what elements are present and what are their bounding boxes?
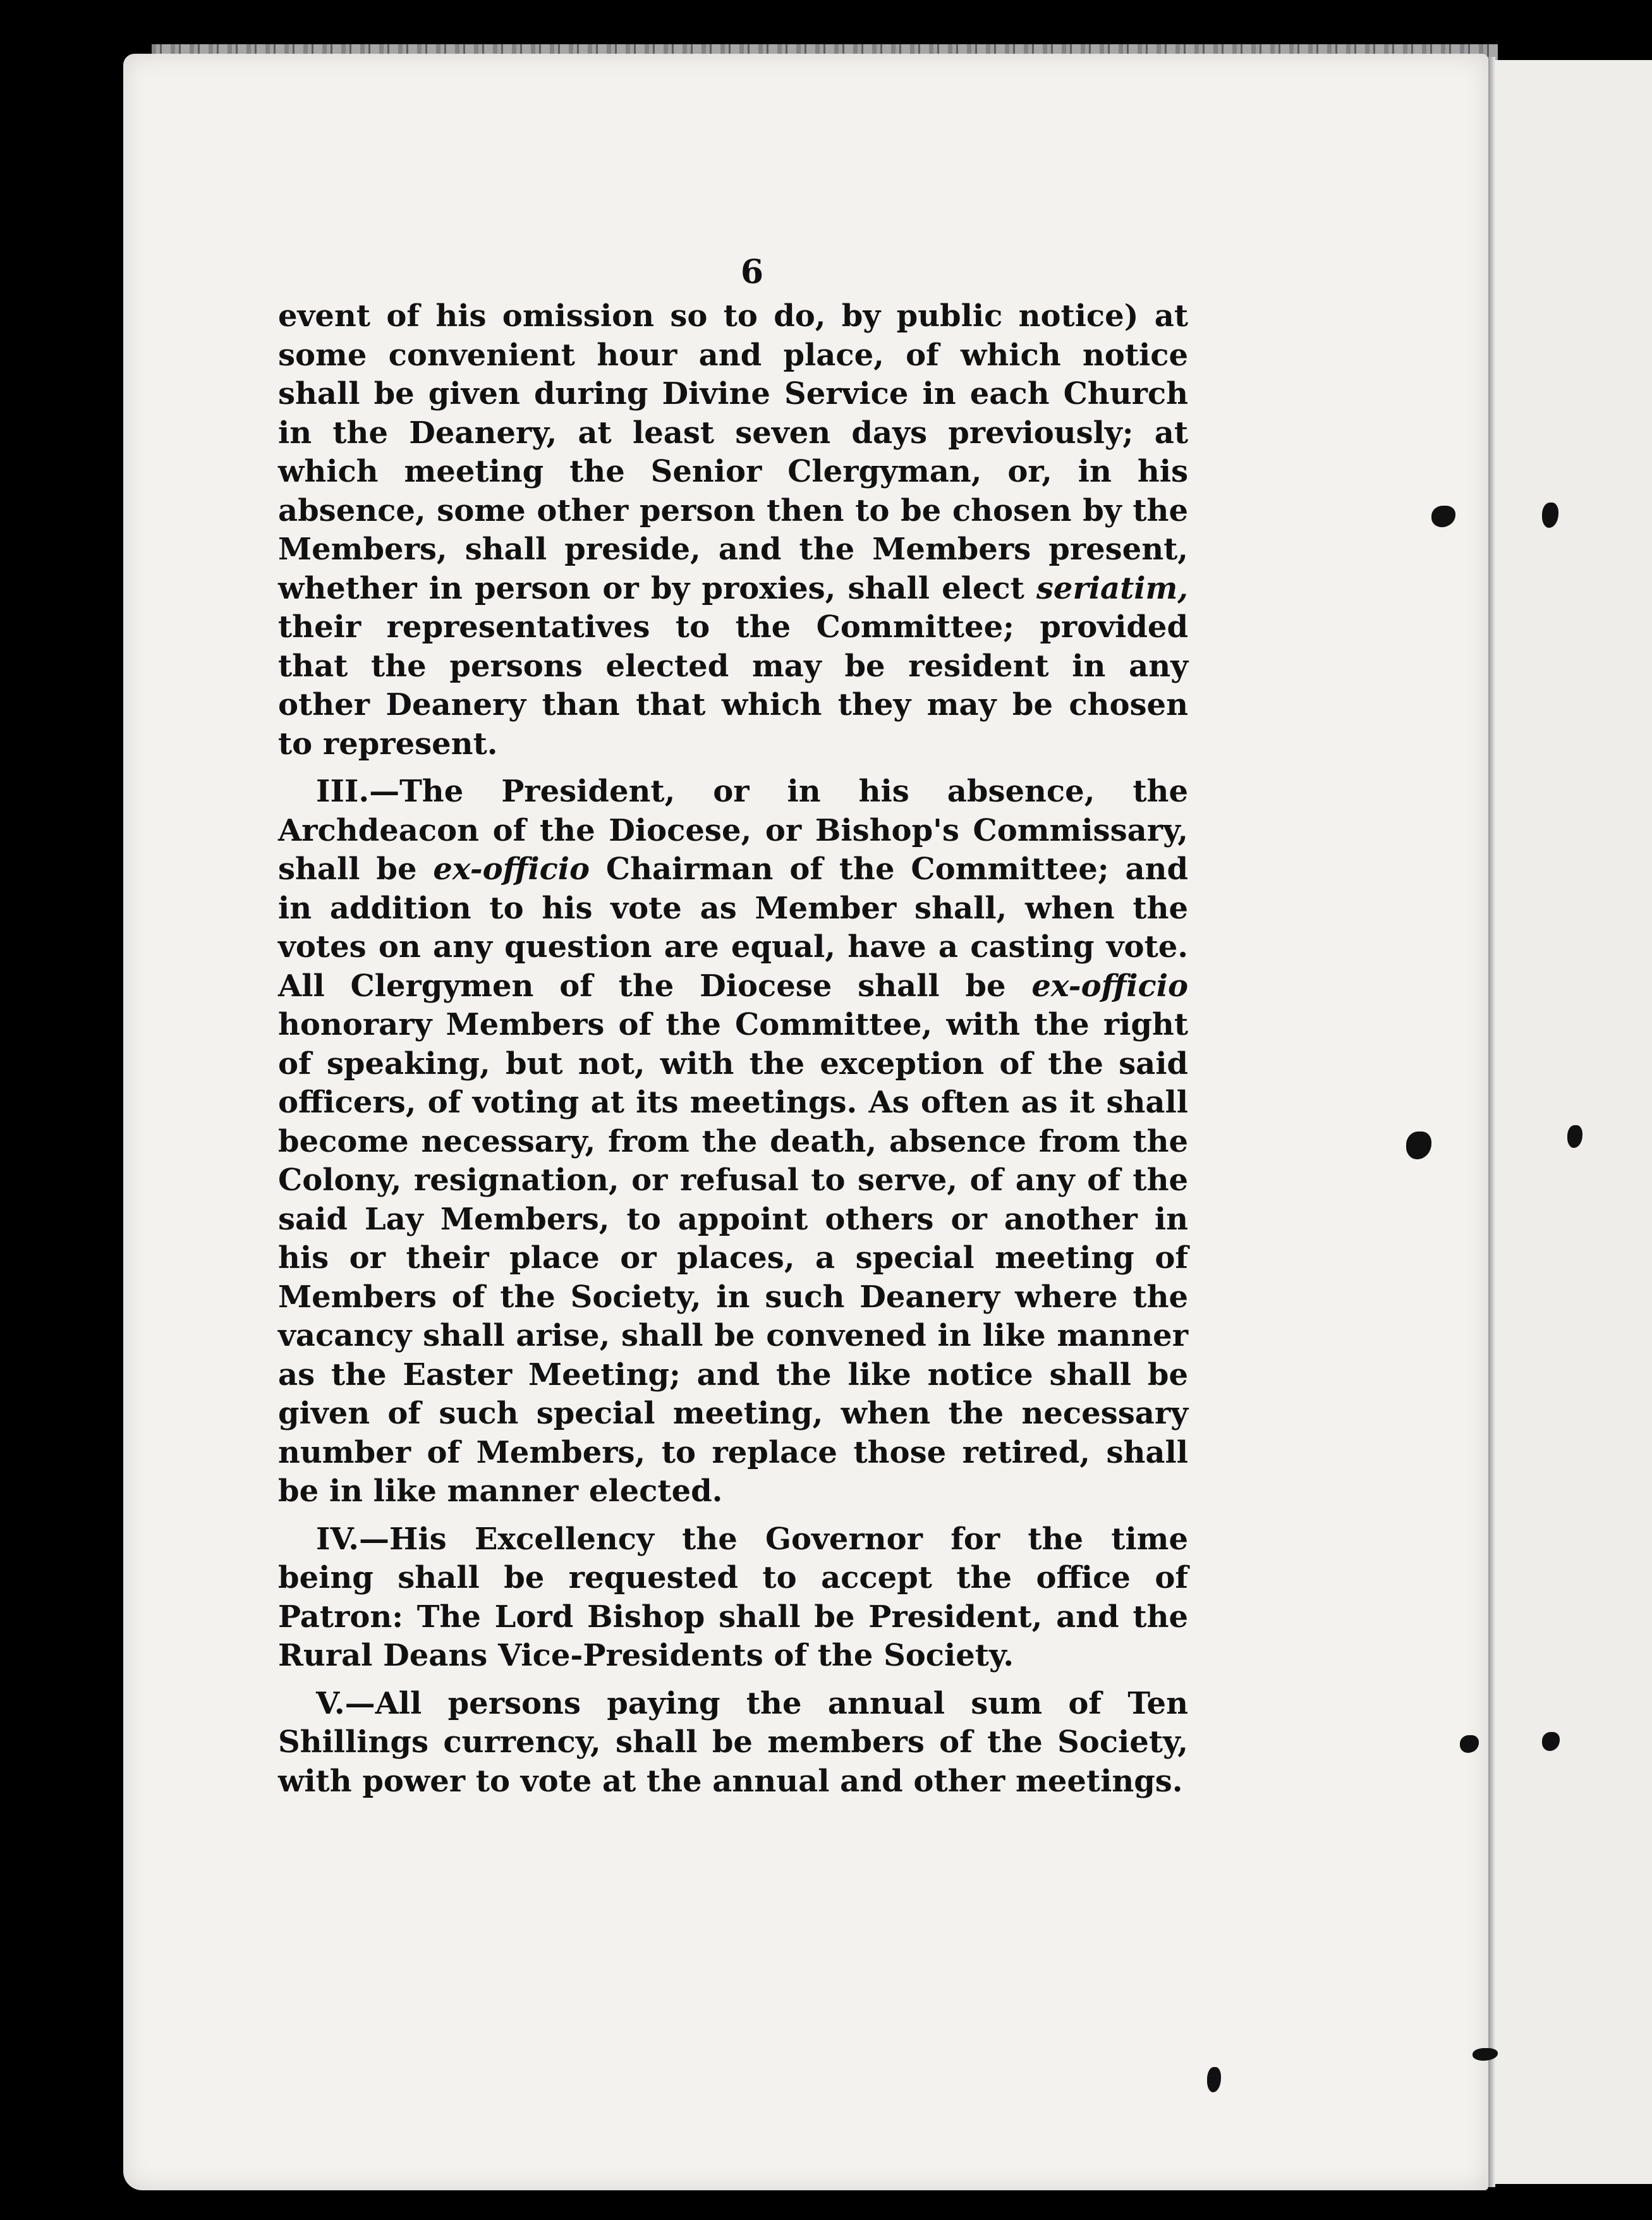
text-segment: honorary Members of the Committee, with the right of speaking, but not, with the exception of the said officers, of voting at its meetings. As often as it shall become necessary, from the death, absence from the Colony, resignation, or refusal to serve, of any of the said Lay Members, to appoint others or another in his or their place or places, a special meeting of Members of the Society, in such Deanery where the vacancy shall arise, shall be convened in like manner as the Easter Meeting; and the like notice shall be given of such special meeting, when the necessary number of Members, to replace those retired, shall be in like manner elected. xyxy=(278,1007,1188,1509)
paragraph-article-5 xyxy=(278,1685,1188,1802)
paragraph-article-3 xyxy=(278,772,1188,1511)
page-text-block xyxy=(278,253,1188,1810)
paragraphs xyxy=(278,297,1188,1801)
article-numeral: IV. xyxy=(316,1521,360,1557)
text-segment: event of his omission so to do, by public notice) at some convenient hour and place, of which notice shall be given during Divine Service in each Church in the Deanery, at least seven days previously; at which meeting the Senior Clergyman, or, in his absence, some other person then to be chosen by the Members, shall preside, and the Members present, whether in person or by proxies, shall elect xyxy=(278,298,1188,606)
page-number: 6 xyxy=(740,253,764,291)
paragraph-continuation xyxy=(278,297,1188,764)
text-segment: —All persons paying the annual sum of Ten Shillings currency, shall be members of the Society, with power to vote at the annual and other meetings. xyxy=(278,1685,1188,1799)
italic-text-segment: seriatim, xyxy=(1036,570,1188,606)
italic-text-segment: ex-officio xyxy=(1031,968,1188,1004)
text-segment: Chairman of the Committee; and in addition to his vote as Member shall, when the votes on any question are equal, have a casting vote. All Clergymen of the Diocese shall be xyxy=(278,851,1189,1004)
article-numeral: III. xyxy=(316,774,370,809)
italic-text-segment: ex-officio xyxy=(433,851,590,887)
text-segment: —His Excellency the Governor for the time being shall be requested to accept the office of Patron: The Lord Bishop shall be President, and the Rural Deans Vice-Presidents of the Society. xyxy=(278,1521,1188,1673)
facing-page-strip xyxy=(1491,60,1652,2184)
paragraph-article-4 xyxy=(278,1520,1188,1676)
article-numeral: V. xyxy=(316,1685,345,1721)
text-segment: —The President, or in his absence, the Archdeacon of the Diocese, or Bishop's Commissary, shall be xyxy=(278,774,1188,887)
text-segment: their representatives to the Committee; provided that the persons elected may be resident in any other Deanery than that which they may be chosen to represent. xyxy=(278,609,1188,762)
